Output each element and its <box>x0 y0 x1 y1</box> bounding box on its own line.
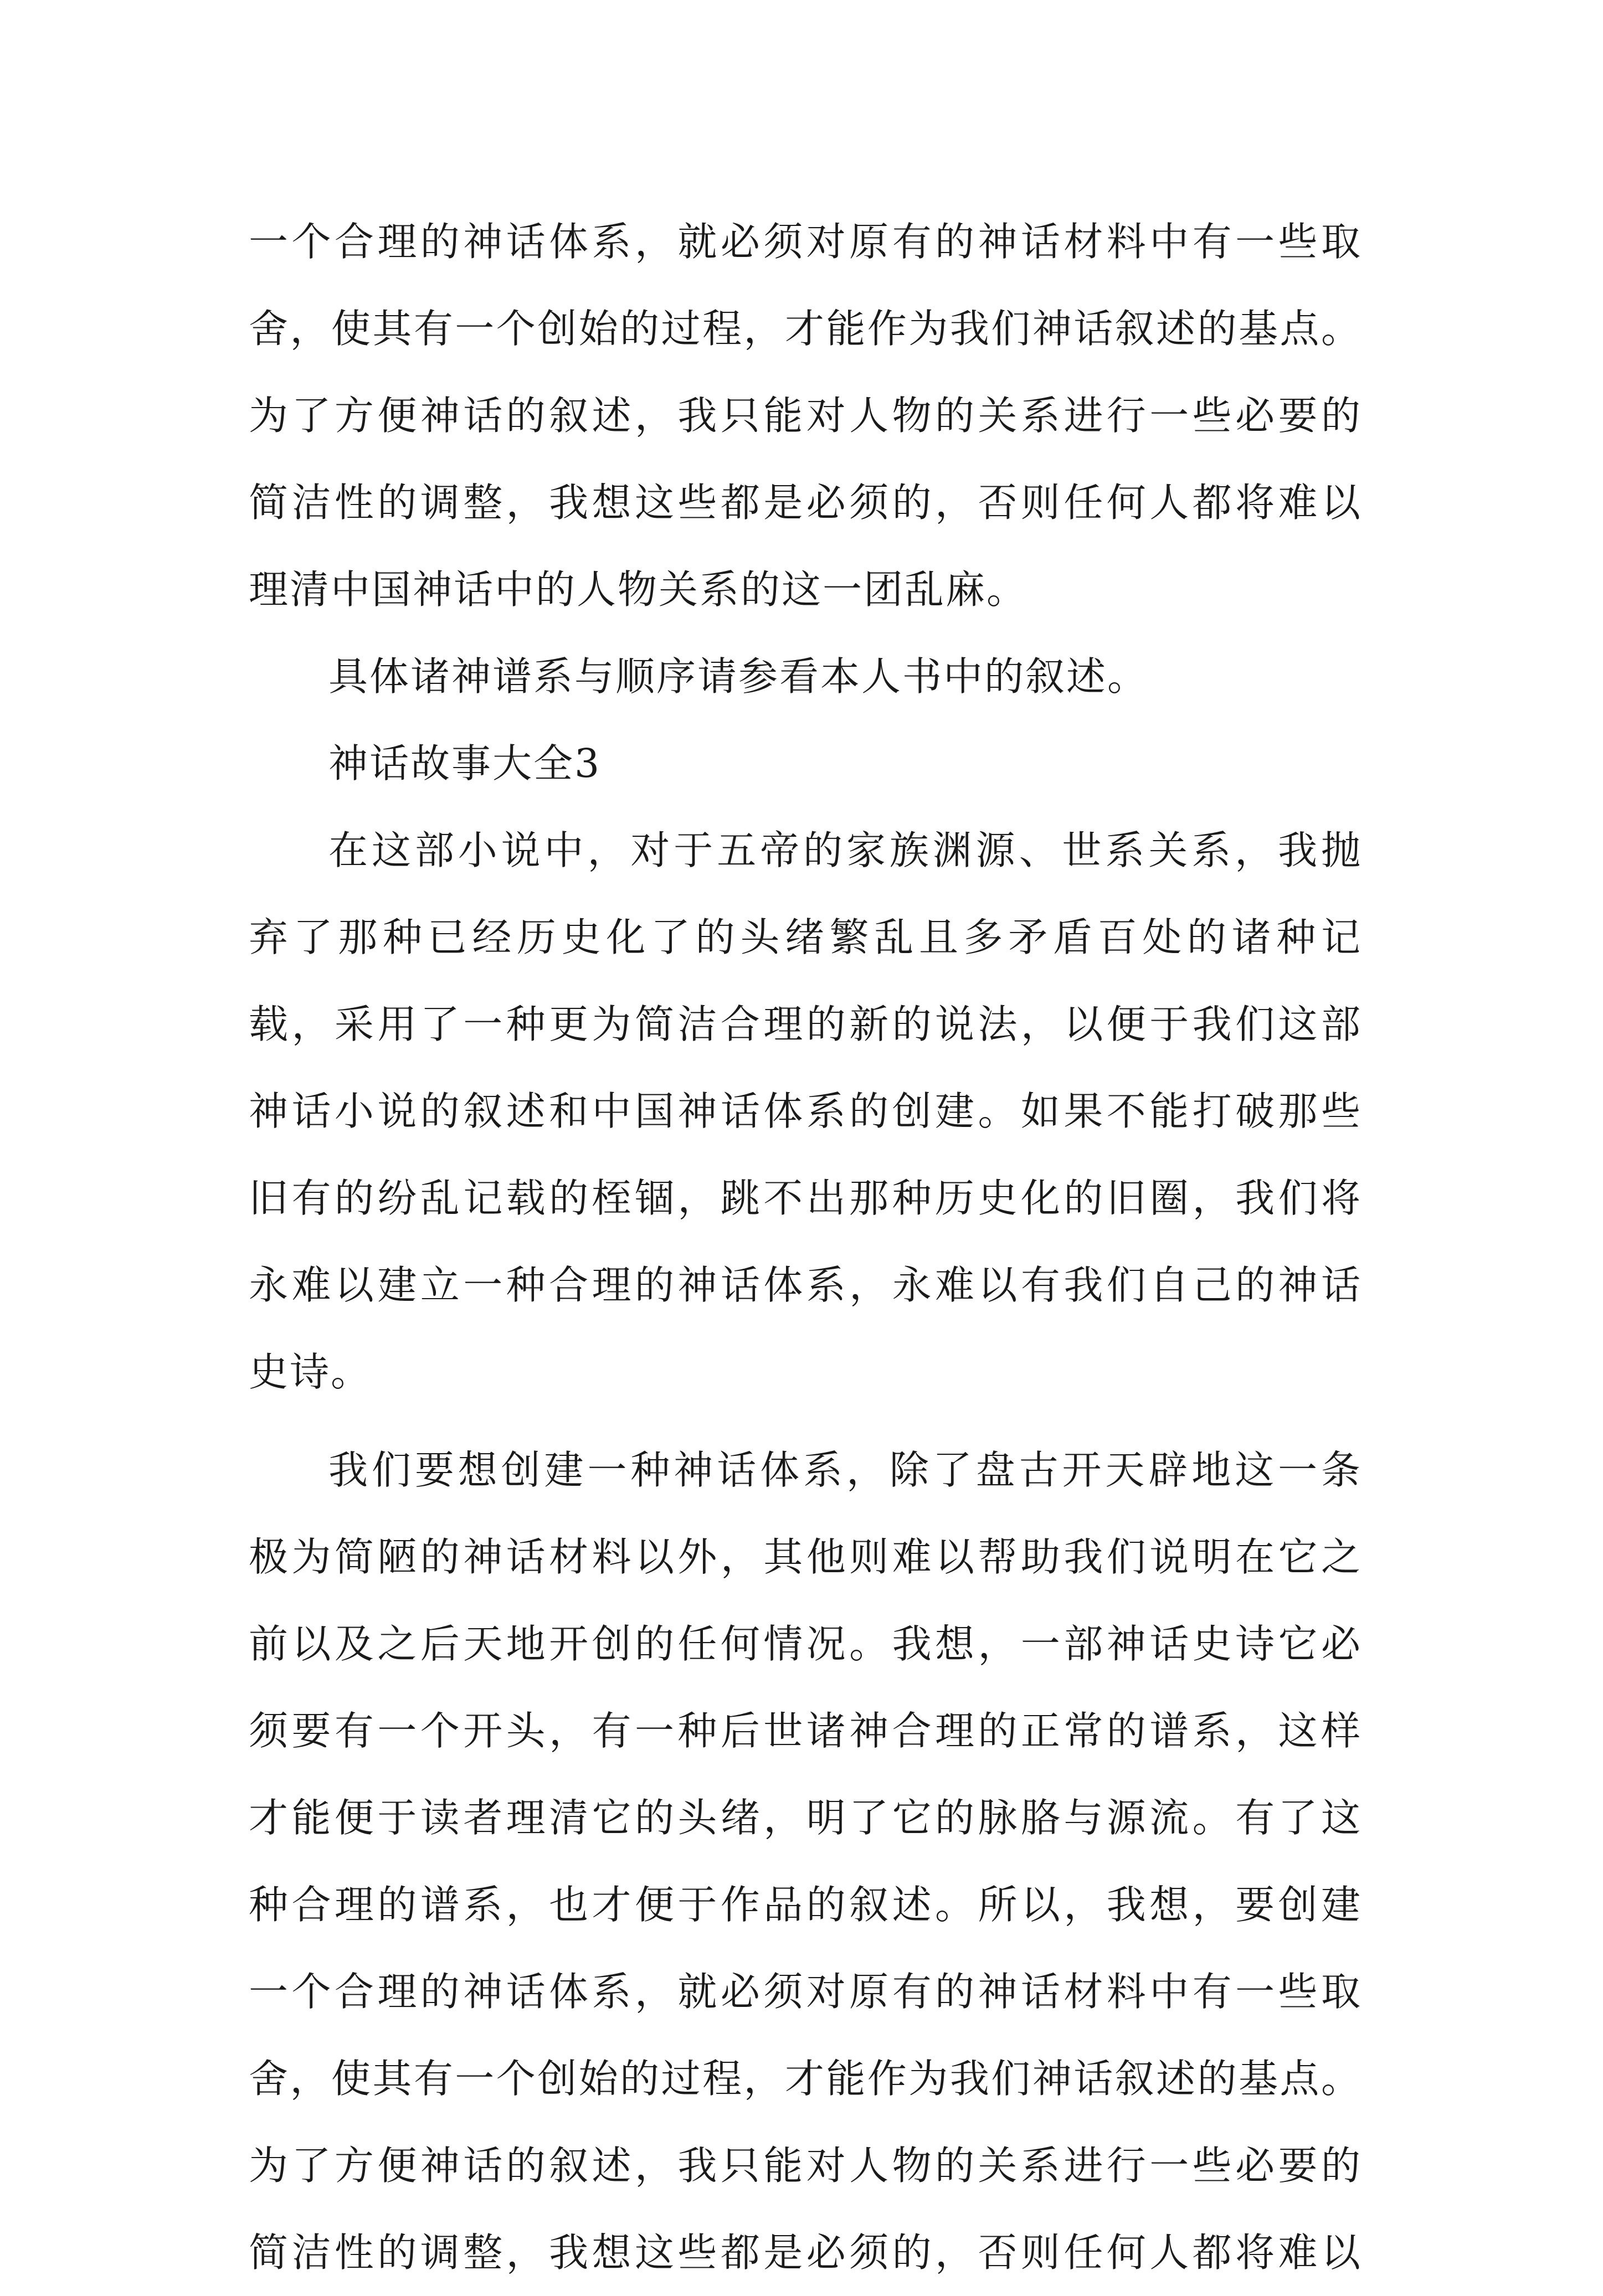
text-line: 简洁性的调整，我想这些都是必须的，否则任何人都将难以 <box>249 480 1362 526</box>
text-line: 旧有的纷乱记载的桎锢，跳不出那种历史化的旧圈，我们将 <box>249 1175 1362 1221</box>
text-line: 载，采用了一种更为简洁合理的新的说法，以便于我们这部 <box>249 1001 1362 1047</box>
text-line: 理清中国神话中的人物关系的这一团乱麻。 <box>249 567 1028 612</box>
text-line: 弃了那种已经历史化了的头绪繁乱且多矛盾百处的诸种记 <box>249 914 1362 960</box>
text-line: 史诗。 <box>249 1349 372 1395</box>
text-line: 须要有一个开头，有一种后世诸神合理的正常的谱系，这样 <box>249 1708 1362 1754</box>
text-line: 一个合理的神话体系，就必须对原有的神话材料中有一些取 <box>249 1969 1362 2015</box>
text-line: 永难以建立一种合理的神话体系，永难以有我们自己的神话 <box>249 1262 1362 1308</box>
text-line: 种合理的谱系，也才便于作品的叙述。所以，我想，要创建 <box>249 1882 1362 1928</box>
text-line: 简洁性的调整，我想这些都是必须的，否则任何人都将难以 <box>249 2230 1362 2276</box>
text-line: 为了方便神话的叙述，我只能对人物的关系进行一些必要的 <box>249 2143 1362 2189</box>
text-line: 舍，使其有一个创始的过程，才能作为我们神话叙述的基点。 <box>249 306 1362 352</box>
body-text <box>249 198 1362 2296</box>
text-line: 我们要想创建一种神话体系，除了盘古开天辟地这一条 <box>328 1447 1362 1493</box>
text-line: 才能便于读者理清它的头绪，明了它的脉胳与源流。有了这 <box>249 1795 1362 1841</box>
text-line: 具体诸神谱系与顺序请参看本人书中的叙述。 <box>328 653 1149 699</box>
text-line: 神话小说的叙述和中国神话体系的创建。如果不能打破那些 <box>249 1088 1362 1134</box>
text-line: 在这部小说中，对于五帝的家族渊源、世系关系，我抛 <box>328 827 1362 873</box>
text-line: 为了方便神话的叙述，我只能对人物的关系进行一些必要的 <box>249 393 1362 439</box>
text-line: 舍，使其有一个创始的过程，才能作为我们神话叙述的基点。 <box>249 2056 1362 2102</box>
text-line: 前以及之后天地开创的任何情况。我想，一部神话史诗它必 <box>249 1621 1362 1667</box>
text-line: 极为简陋的神话材料以外，其他则难以帮助我们说明在它之 <box>249 1534 1362 1580</box>
text-line: 一个合理的神话体系，就必须对原有的神话材料中有一些取 <box>249 219 1362 265</box>
text-line: 神话故事大全3 <box>328 740 602 786</box>
